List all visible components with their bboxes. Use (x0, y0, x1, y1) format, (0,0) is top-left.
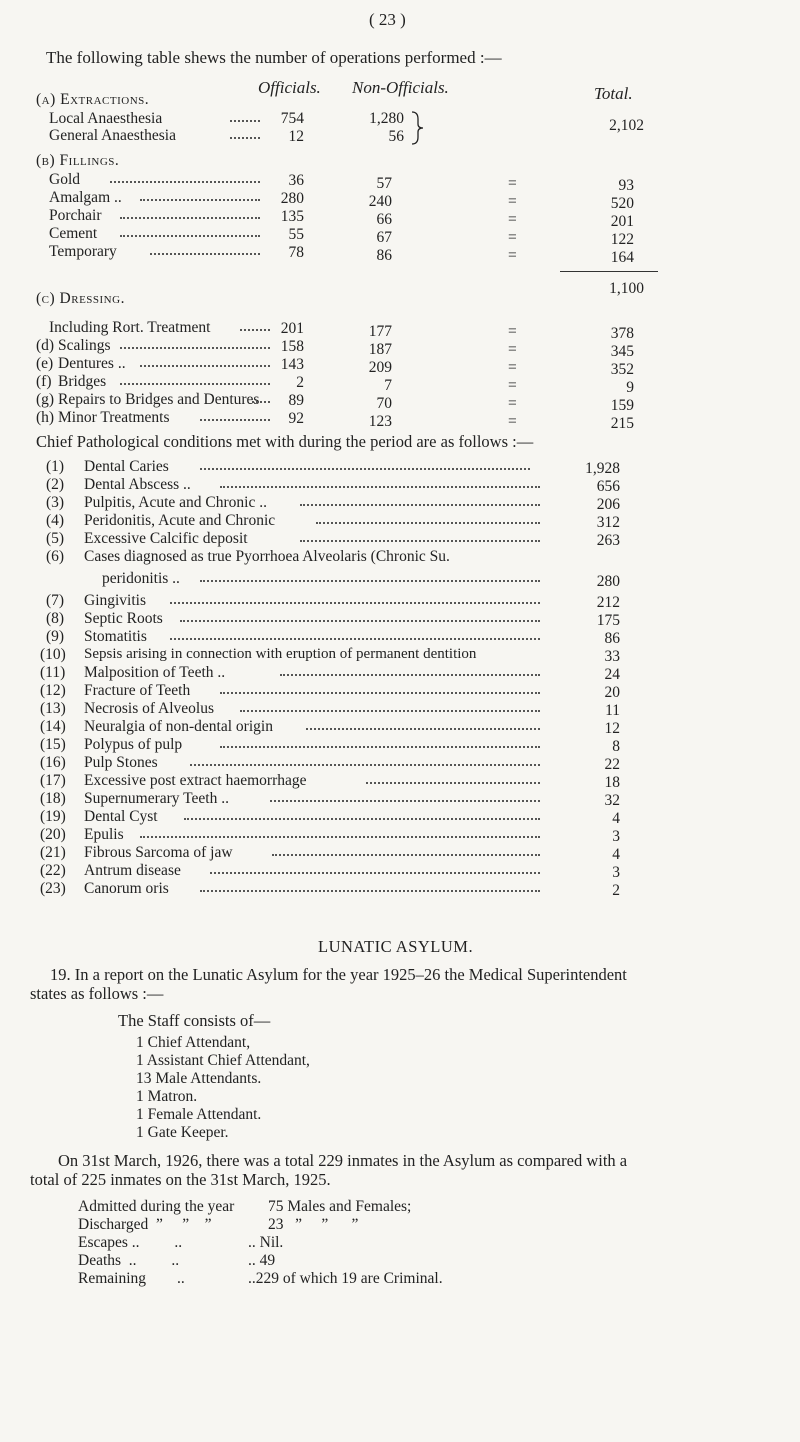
extraction-officials: 12 (288, 128, 304, 145)
leader-dots (306, 728, 540, 730)
condition-label: Fracture of Teeth (84, 682, 191, 699)
condition-number: (22) (40, 862, 66, 879)
equals-sign: = (508, 229, 517, 246)
extraction-non-officials: 56 (388, 128, 404, 145)
condition-label: Epulis (84, 826, 124, 843)
condition-value: 280 (596, 573, 620, 590)
condition-value: 4 (612, 846, 620, 863)
extraction-label: General Anaesthesia (49, 127, 176, 144)
asylum-heading: LUNATIC ASYLUM. (318, 937, 474, 956)
dressing-total: 215 (610, 415, 634, 432)
condition-label: Septic Roots (84, 610, 163, 627)
stat-value: .. Nil. (248, 1234, 284, 1251)
dressing-label: Bridges (58, 373, 107, 390)
pathological-intro: Chief Pathological conditions met with during the period are as follows :— (36, 432, 534, 451)
condition-number: (8) (46, 610, 65, 627)
filling-officials: 78 (288, 244, 304, 261)
filling-non-officials: 86 (376, 247, 392, 264)
equals-sign: = (508, 359, 517, 376)
leader-dots (200, 468, 530, 470)
condition-value: 312 (596, 514, 620, 531)
dressing-non-officials: 7 (384, 377, 392, 394)
staff-item: 1 Assistant Chief Attendant, (136, 1052, 310, 1069)
leader-dots (366, 782, 540, 784)
dressing-heading: (c) Dressing. (36, 290, 125, 307)
filling-non-officials: 66 (376, 211, 392, 228)
asylum-paragraph-2-continued: total of 225 inmates on the 31st March, 1925. (30, 1170, 331, 1189)
condition-label: Antrum disease (84, 862, 181, 879)
leader-dots (210, 872, 540, 874)
dressing-label: Repairs to Bridges and Dentures (58, 391, 260, 408)
staff-item: 1 Matron. (136, 1088, 198, 1105)
filling-officials: 280 (280, 190, 304, 207)
condition-value: 33 (604, 648, 620, 665)
condition-label: Stomatitis (84, 628, 147, 645)
filling-label: Temporary (49, 243, 117, 260)
filling-label: Amalgam .. (49, 189, 122, 206)
filling-total: 122 (610, 231, 634, 248)
stat-value: 75 Males and Females; (268, 1198, 412, 1215)
dressing-label: Dentures .. (58, 355, 126, 372)
filling-total: 164 (610, 249, 634, 266)
condition-number: (12) (40, 682, 66, 699)
fillings-subtotal: 1,100 (609, 280, 644, 297)
condition-label: Fibrous Sarcoma of jaw (84, 844, 233, 861)
condition-value: 3 (612, 828, 620, 845)
dressing-non-officials: 177 (368, 323, 392, 340)
leader-dots (300, 540, 540, 542)
filling-label: Porchair (49, 207, 102, 224)
condition-number: (20) (40, 826, 66, 843)
condition-label: Excessive post extract haemorrhage (84, 772, 307, 789)
condition-number: (11) (40, 664, 66, 681)
extraction-total: 2,102 (609, 117, 644, 134)
dressing-officials: 143 (280, 356, 304, 373)
equals-sign: = (508, 247, 517, 264)
dressing-label: Minor Treatments (58, 409, 170, 426)
fillings-heading: (b) Fillings. (36, 152, 120, 169)
condition-number: (7) (46, 592, 65, 609)
leader-dots (180, 620, 540, 622)
condition-value: 2 (612, 882, 620, 899)
condition-label: Gingivitis (84, 592, 147, 609)
stat-label: Escapes .. .. (78, 1234, 183, 1251)
leader-dots (280, 674, 540, 676)
condition-number: (17) (40, 772, 66, 789)
condition-number: (23) (40, 880, 66, 897)
condition-number: (4) (46, 512, 65, 529)
condition-number: (19) (40, 808, 66, 825)
condition-number: (5) (46, 530, 65, 547)
staff-item: 13 Male Attendants. (136, 1070, 262, 1087)
condition-number: (3) (46, 494, 65, 511)
leader-dots (120, 383, 270, 385)
condition-label: Pulpitis, Acute and Chronic .. (84, 494, 267, 511)
condition-label: Canorum oris (84, 880, 169, 897)
leader-dots (170, 602, 540, 604)
dressing-total: 9 (626, 379, 634, 396)
condition-value: 656 (596, 478, 620, 495)
filling-label: Cement (49, 225, 98, 242)
stat-value: 23 ” ” ” (268, 1216, 359, 1233)
filling-non-officials: 57 (376, 175, 392, 192)
staff-item: 1 Female Attendant. (136, 1106, 262, 1123)
col-non-officials-header: Non-Officials. (352, 78, 449, 97)
filling-label: Gold (49, 171, 80, 188)
leader-dots (316, 522, 540, 524)
dressing-total: 345 (610, 343, 634, 360)
col-total-header: Total. (594, 84, 633, 103)
condition-number: (1) (46, 458, 65, 475)
leader-dots (230, 120, 260, 122)
condition-label-continued: peridonitis .. (102, 570, 180, 587)
stat-label: Deaths .. .. (78, 1252, 180, 1269)
staff-item: 1 Gate Keeper. (136, 1124, 229, 1141)
dressing-officials: 92 (288, 410, 304, 427)
condition-label: Peridonitis, Acute and Chronic (84, 512, 276, 529)
dressing-total: 159 (610, 397, 634, 414)
leader-dots (230, 137, 260, 139)
condition-number: (18) (40, 790, 66, 807)
dressing-label: Including Rort. Treatment (49, 319, 211, 336)
dressing-officials: 158 (280, 338, 304, 355)
condition-number: (6) (46, 548, 65, 565)
stat-value: .. 49 (248, 1252, 276, 1269)
extraction-officials: 754 (280, 110, 304, 127)
condition-label: Cases diagnosed as true Pyorrhoea Alveolaris (Chronic Su. (84, 548, 450, 565)
leader-dots (140, 199, 260, 201)
leader-dots (220, 692, 540, 694)
condition-value: 11 (605, 702, 620, 719)
condition-label: Dental Cyst (84, 808, 158, 825)
dressing-prefix: (f) (36, 373, 52, 390)
condition-value: 18 (604, 774, 620, 791)
condition-label: Malposition of Teeth .. (84, 664, 226, 681)
condition-value: 1,928 (585, 460, 620, 477)
dressing-non-officials: 187 (368, 341, 392, 358)
condition-label: Dental Caries (84, 458, 169, 475)
equals-sign: = (508, 413, 517, 430)
extraction-non-officials: 1,280 (369, 110, 404, 127)
condition-label: Supernumerary Teeth .. (84, 790, 229, 807)
dressing-prefix: (d) (36, 337, 55, 354)
leader-dots (140, 836, 540, 838)
extractions-heading: (a) Extractions. (36, 91, 150, 108)
leader-dots (110, 181, 260, 183)
condition-value: 32 (604, 792, 620, 809)
leader-dots (200, 580, 540, 582)
filling-officials: 135 (280, 208, 304, 225)
intro-text: The following table shews the number of operations performed :— (46, 48, 502, 67)
equals-sign: = (508, 211, 517, 228)
dressing-non-officials: 209 (368, 359, 392, 376)
leader-dots (300, 504, 540, 506)
leader-dots (220, 746, 540, 748)
condition-number: (15) (40, 736, 66, 753)
dressing-prefix: (h) (36, 409, 55, 426)
equals-sign: = (508, 323, 517, 340)
condition-label: Sepsis arising in connection with eruption of permanent dentition (84, 646, 477, 662)
condition-value: 206 (596, 496, 620, 513)
extraction-label: Local Anaesthesia (49, 110, 163, 127)
leader-dots (272, 854, 540, 856)
leader-dots (200, 890, 540, 892)
condition-value: 22 (604, 756, 620, 773)
condition-label: Pulp Stones (84, 754, 158, 771)
condition-value: 86 (604, 630, 620, 647)
equals-sign: = (508, 395, 517, 412)
equals-sign: = (508, 175, 517, 192)
brace-icon (410, 110, 426, 146)
filling-total: 201 (610, 213, 634, 230)
leader-dots (240, 710, 540, 712)
leader-dots (120, 235, 260, 237)
condition-value: 24 (604, 666, 620, 683)
condition-label: Polypus of pulp (84, 736, 183, 753)
condition-number: (13) (40, 700, 66, 717)
filling-officials: 55 (288, 226, 304, 243)
dressing-officials: 201 (280, 320, 304, 337)
dressing-non-officials: 123 (368, 413, 392, 430)
leader-dots (270, 800, 540, 802)
stat-label: Admitted during the year (78, 1198, 235, 1215)
leader-dots (190, 764, 540, 766)
asylum-paragraph-2: On 31st March, 1926, there was a total 229 inmates in the Asylum as compared with a (58, 1151, 628, 1170)
subtotal-rule (560, 271, 658, 272)
condition-number: (2) (46, 476, 65, 493)
dressing-label: Scalings (58, 337, 111, 354)
equals-sign: = (508, 193, 517, 210)
leader-dots (140, 365, 270, 367)
col-officials-header: Officials. (258, 78, 321, 97)
condition-label: Excessive Calcific deposit (84, 530, 248, 547)
filling-total: 93 (618, 177, 634, 194)
condition-value: 20 (604, 684, 620, 701)
leader-dots (120, 217, 260, 219)
filling-officials: 36 (288, 172, 304, 189)
dressing-prefix: (g) (36, 391, 55, 408)
condition-label: Necrosis of Alveolus (84, 700, 215, 717)
condition-value: 8 (612, 738, 620, 755)
dressing-total: 378 (610, 325, 634, 342)
dressing-officials: 2 (296, 374, 304, 391)
equals-sign: = (508, 377, 517, 394)
dressing-non-officials: 70 (376, 395, 392, 412)
staff-item: 1 Chief Attendant, (136, 1034, 251, 1051)
condition-number: (16) (40, 754, 66, 771)
asylum-paragraph-1: 19. In a report on the Lunatic Asylum for the year 1925–26 the Medical Superintendent (50, 965, 627, 984)
condition-number: (21) (40, 844, 66, 861)
leader-dots (220, 486, 540, 488)
condition-label: Dental Abscess .. (84, 476, 191, 493)
leader-dots (150, 253, 260, 255)
dressing-officials: 89 (288, 392, 304, 409)
leader-dots (120, 347, 270, 349)
condition-value: 4 (612, 810, 620, 827)
staff-intro: The Staff consists of— (118, 1011, 271, 1030)
filling-non-officials: 67 (376, 229, 392, 246)
leader-dots (184, 818, 540, 820)
condition-value: 175 (596, 612, 620, 629)
condition-number: (14) (40, 718, 66, 735)
condition-number: (9) (46, 628, 65, 645)
condition-value: 212 (596, 594, 620, 611)
condition-value: 3 (612, 864, 620, 881)
filling-non-officials: 240 (368, 193, 392, 210)
stat-label: Discharged ” ” ” (78, 1216, 212, 1233)
page-number: ( 23 ) (369, 10, 406, 29)
condition-value: 12 (604, 720, 620, 737)
leader-dots (170, 638, 540, 640)
stat-label: Remaining .. (78, 1270, 185, 1287)
dressing-prefix: (e) (36, 355, 54, 372)
dressing-total: 352 (610, 361, 634, 378)
condition-number: (10) (40, 646, 66, 663)
stat-value: ..229 of which 19 are Criminal. (248, 1270, 443, 1287)
asylum-paragraph-1-continued: states as follows :— (30, 984, 164, 1003)
filling-total: 520 (610, 195, 634, 212)
condition-label: Neuralgia of non-dental origin (84, 718, 273, 735)
equals-sign: = (508, 341, 517, 358)
condition-value: 263 (596, 532, 620, 549)
